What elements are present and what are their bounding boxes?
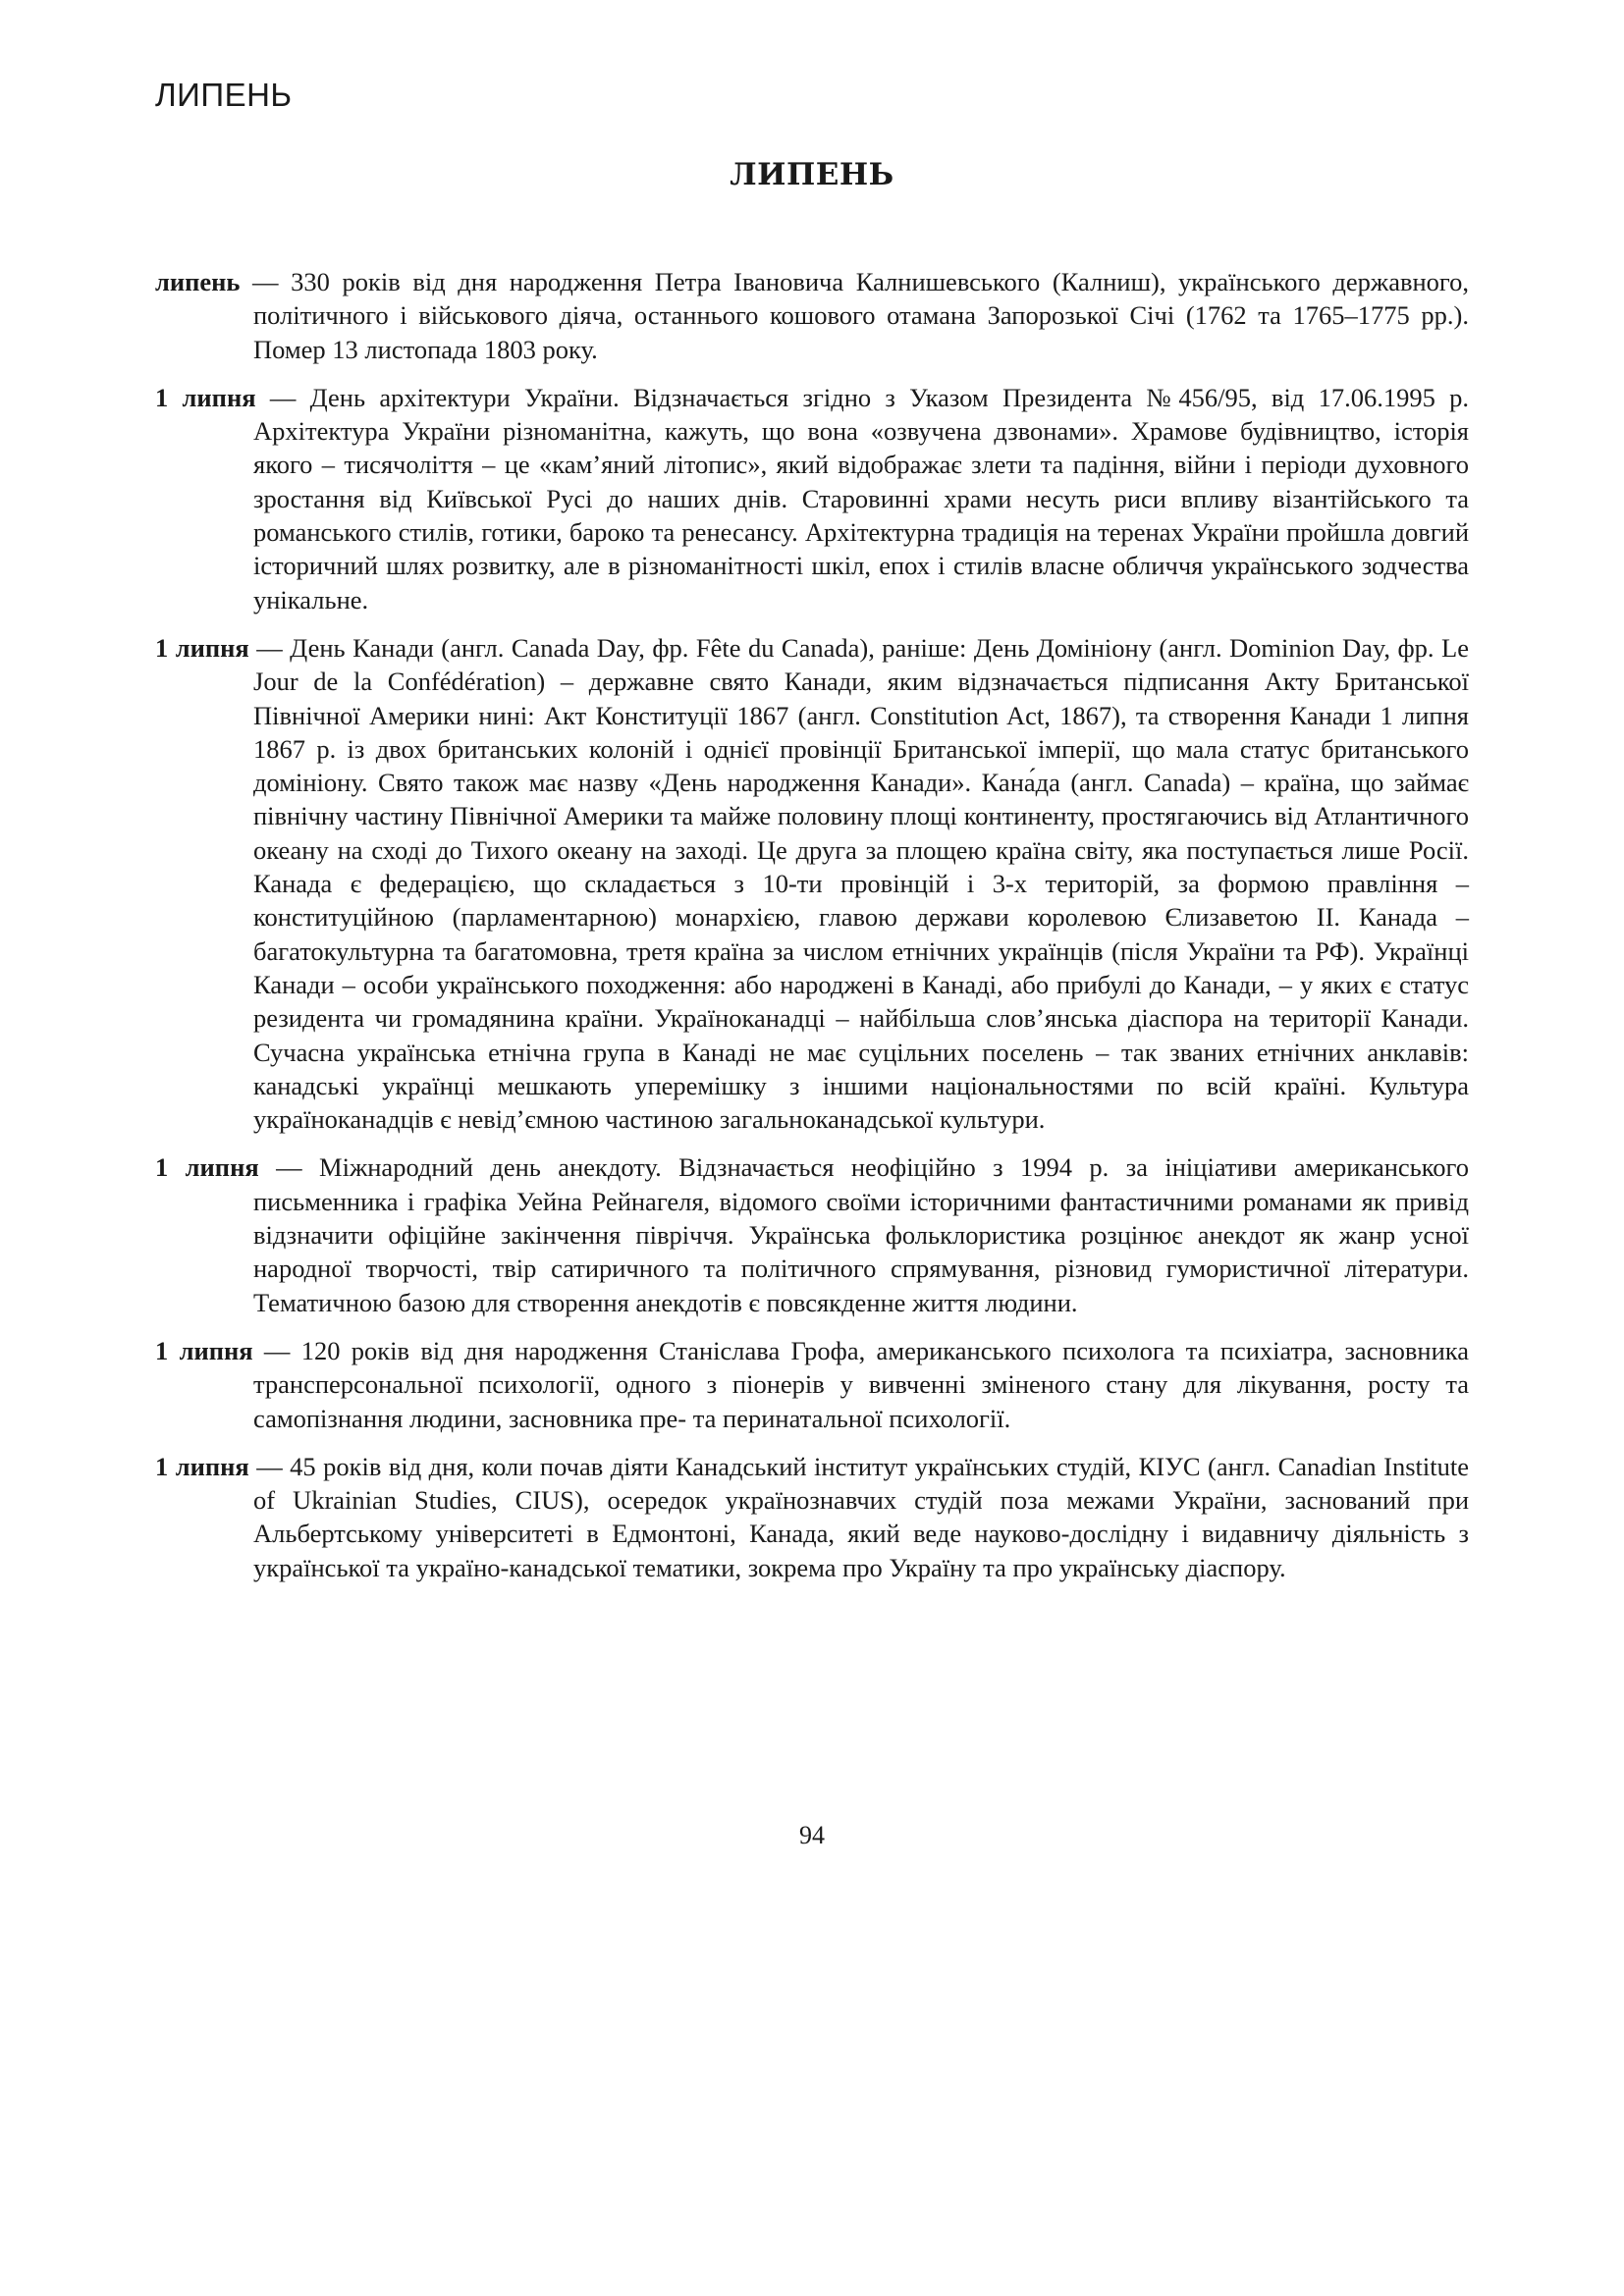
entry-date: 1 липня <box>155 382 256 412</box>
entry-date: 1 липня <box>155 632 249 663</box>
entry-date: 1 липня <box>155 1152 259 1183</box>
entry-text: — День архітектури України. Відзначається згідно з Указом Президента №456/95, від 17.06.1995 р. Архітектура України різноманітна, кажуть, що вона «озвучена дзвонами». Храмове будівництво, історія якого – тисячоліття – це «кам’яний літопис», який відображає злети та падіння, війни і періоди духовного зростання від Київської Русі до наших днів. Старовинні храми несуть риси впливу візантійського та романського стилів, готики, бароко та ренесансу. Архітектурна традиція на теренах України пройшла довгий історичний шлях розвитку, але в різноманітності шкіл, епох і стилів власне обличчя українського зодчества унікальне. <box>253 382 1469 614</box>
entry-text: — 330 років від дня народження Петра Івановича Калнишевського (Калниш), українського державного, політичного і військового діяча, останнього кошового отамана Запорозької Січі (1762 та 1765–1775 рр.). Помер 13 листопада 1803 року. <box>240 267 1469 364</box>
calendar-entries <box>155 265 1469 1599</box>
calendar-entry <box>155 381 1469 616</box>
entry-text: — Міжнародний день анекдоту. Відзначається неофіційно з 1994 р. за ініціативи американського письменника і графіка Уейна Рейнагеля, відомого своїми історичними фантастичними романами як привід відзначити офіційне закінчення півріччя. Українська фольклористика розцінює анекдот як жанр усної народної творчості, твір сатиричного та політичного спрямування, різновид гумористичної літератури. Тематичною базою для створення анекдотів є повсякденне життя людини. <box>253 1152 1469 1317</box>
running-header: ЛИПЕНЬ <box>155 77 293 113</box>
entry-date: липень <box>155 267 241 296</box>
calendar-entry <box>155 265 1469 366</box>
calendar-entry <box>155 631 1469 1136</box>
entry-text: — День Канади (англ. Canada Day, фр. Fête du Canada), раніше: День Домініону (англ. Dominion Day, фр. Le Jour de la Confédération) – державне свято Канади, яким відзначається підписання Акту Британської Північної Америки нині: Акт Конституції 1867 (англ. Constitution Act, 1867), та створення Канади 1 липня 1867 р. із двох британських колоній і однієї провінції Британської імперії, що мала статус британського домініону. Свято також має назву «День народження Канади». Кана́да (англ. Canada) – країна, що займає північну частину Північної Америки та майже половину площі континенту, простягаючись від Атлантичного океану на сході до Тихого океану на заході. Це друга за площею країна світу, яка поступається лише Росії. Канада є федерацією, що складається з 10-ти провінцій і 3-х територій, за формою правління – конституційною (парламентарною) монархією, главою держави королевою Єлизаветою II. Канада – багатокультурна та багатомовна, третя країна за числом етнічних українців (після України та РФ). Українці Канади – особи українського походження: або народжені в Канаді, або прибулі до Канади, – у яких є статус резидента чи громадянина країни. Україноканадці – найбільша слов’янська діаспора на території Канади. Сучасна українська етнічна група в Канаді не має суцільних поселень – так званих етнічних анклавів: канадські українці мешкають уперемішку з іншими національностями по всій країні. Культура україноканадців є невід’ємною частиною загальноканадської культури. <box>248 632 1469 1135</box>
entry-date: 1 липня <box>155 1335 253 1365</box>
entry-text: — 45 років від дня, коли почав діяти Канадський інститут українських студій, КІУС (англ. Canadian Institute of Ukrainian Studies, CIUS), осередок українознавчих студій поза межами України, заснований при Альбертському університеті в Едмонтоні, Канада, який веде науково-дослідну і видавничу діяльність з української та україно-канадської тематики, зокрема про Україну та про українську діаспору. <box>248 1451 1469 1582</box>
page-number: 94 <box>799 1821 825 1849</box>
page-title: ЛИПЕНЬ <box>730 157 894 192</box>
calendar-entry <box>155 1450 1469 1584</box>
entry-date: 1 липня <box>155 1451 249 1481</box>
entry-text: — 120 років від дня народження Станіслава Грофа, американського психолога та психіатра, засновника трансперсональної психології, одного з піонерів у вивченні зміненого стану для лікування, росту та самопізнання людини, засновника пре- та перинатальної психології. <box>252 1335 1469 1433</box>
calendar-entry <box>155 1334 1469 1435</box>
calendar-entry <box>155 1150 1469 1318</box>
